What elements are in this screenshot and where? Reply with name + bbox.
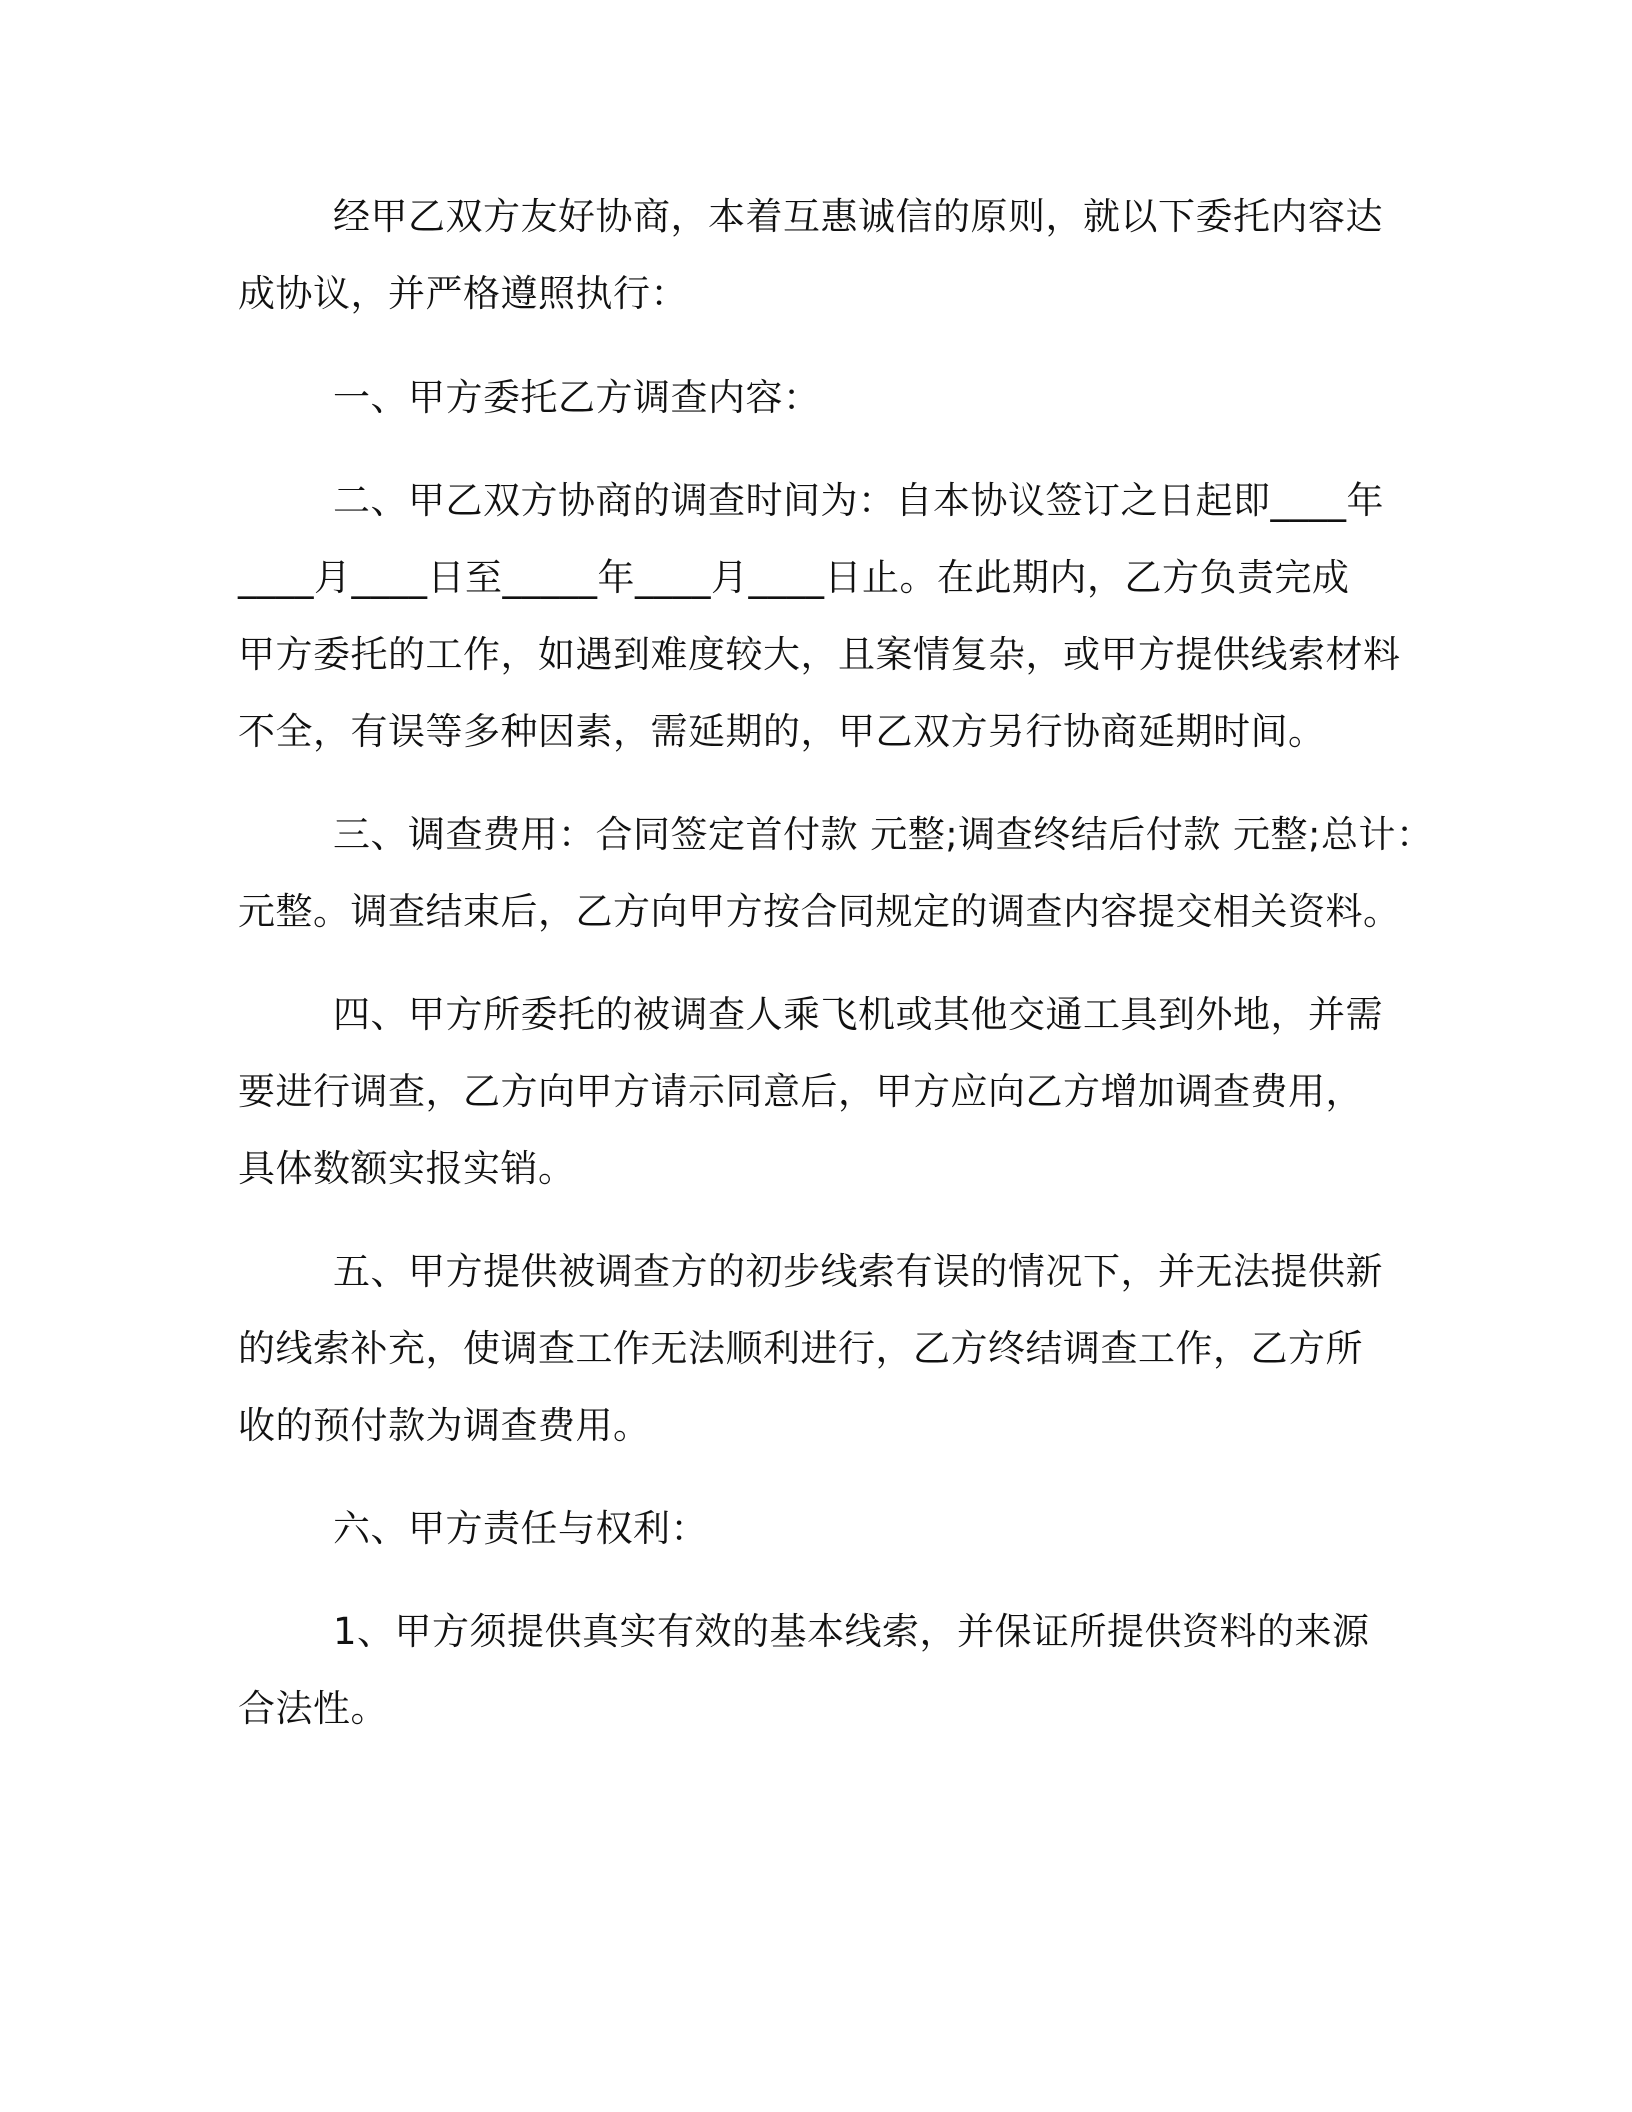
paragraph-6-line-3: 收的预付款为调查费用。 — [238, 1404, 651, 1447]
paragraph-2-line-1: 一、甲方委托乙方调查内容： — [333, 376, 821, 419]
paragraph-6-line-2: 的线索补充，使调查工作无法顺利进行，乙方终结调查工作，乙方所 — [238, 1327, 1363, 1370]
paragraph-6-line-1: 五、甲方提供被调查方的初步线索有误的情况下，并无法提供新 — [333, 1250, 1383, 1293]
paragraph-5-line-3: 具体数额实报实销。 — [238, 1147, 576, 1190]
paragraph-3-line-2: ____月____日至_____年____月____日止。在此期内，乙方负责完成 — [238, 556, 1350, 599]
paragraph-3-line-1: 二、甲乙双方协商的调查时间为：自本协议签订之日起即____年 — [333, 479, 1384, 522]
paragraph-5-line-1: 四、甲方所委托的被调查人乘飞机或其他交通工具到外地，并需 — [333, 993, 1383, 1036]
paragraph-3-line-3: 甲方委托的工作，如遇到难度较大，且案情复杂，或甲方提供线索材料 — [238, 633, 1401, 676]
paragraph-1-line-2: 成协议，并严格遵照执行： — [238, 272, 688, 315]
paragraph-1-line-1: 经甲乙双方友好协商，本着互惠诚信的原则，就以下委托内容达 — [333, 195, 1383, 238]
paragraph-5-line-2: 要进行调查，乙方向甲方请示同意后，甲方应向乙方增加调查费用， — [238, 1070, 1363, 1113]
paragraph-8-line-2: 合法性。 — [238, 1687, 388, 1730]
paragraph-7-line-1: 六、甲方责任与权利： — [333, 1507, 708, 1550]
paragraph-3-line-4: 不全，有误等多种因素，需延期的，甲乙双方另行协商延期时间。 — [238, 710, 1326, 753]
paragraph-4-line-1: 三、调查费用：合同签定首付款 元整;调查终结后付款 元整;总计： — [333, 813, 1434, 856]
paragraph-4-line-2: 元整。调查结束后，乙方向甲方按合同规定的调查内容提交相关资料。 — [238, 890, 1401, 933]
paragraph-8-line-1: 1、甲方须提供真实有效的基本线索，并保证所提供资料的来源 — [333, 1610, 1370, 1653]
